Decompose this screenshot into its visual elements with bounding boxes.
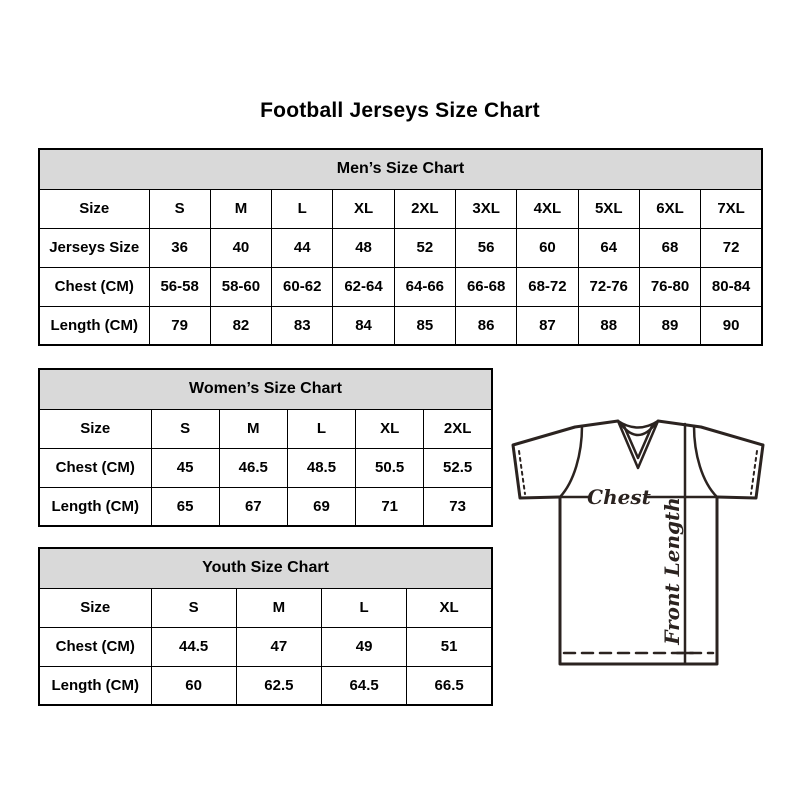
youth-size-table — [38, 547, 493, 706]
size-column-header: S — [151, 588, 236, 627]
mens-size-table — [38, 148, 763, 346]
front-length-label: Front Length — [660, 497, 684, 645]
cell-value: 82 — [210, 306, 271, 345]
size-column-header: L — [322, 588, 407, 627]
size-column-header: XL — [407, 588, 492, 627]
cell-value: 48.5 — [287, 448, 355, 487]
size-header-row — [39, 189, 762, 228]
cell-value: 71 — [356, 487, 424, 526]
cell-value: 52 — [394, 228, 455, 267]
left-armpit-seam — [560, 426, 582, 497]
chest-label: Chest — [587, 485, 651, 509]
table-title-row — [39, 369, 492, 409]
size-header-row — [39, 409, 492, 448]
table-row — [39, 448, 492, 487]
cell-value: 60 — [517, 228, 578, 267]
cell-value: 60-62 — [272, 267, 333, 306]
cell-value: 65 — [151, 487, 219, 526]
cell-value: 85 — [394, 306, 455, 345]
cell-value: 36 — [149, 228, 210, 267]
right-armpit-seam — [694, 426, 717, 497]
size-column-header: M — [210, 189, 271, 228]
size-column-header: 7XL — [701, 189, 762, 228]
table-row — [39, 487, 492, 526]
size-column-header: M — [219, 409, 287, 448]
cell-value: 62.5 — [236, 666, 321, 705]
size-column-header: 3XL — [455, 189, 516, 228]
cell-value: 66-68 — [455, 267, 516, 306]
row-label: Chest (CM) — [39, 627, 151, 666]
cell-value: 62-64 — [333, 267, 394, 306]
size-column-header: 5XL — [578, 189, 639, 228]
size-column-header: L — [272, 189, 333, 228]
size-header-row — [39, 588, 492, 627]
size-column-header: S — [151, 409, 219, 448]
row-label: Chest (CM) — [39, 448, 151, 487]
cell-value: 76-80 — [639, 267, 700, 306]
cell-value: 46.5 — [219, 448, 287, 487]
size-column-header: 2XL — [394, 189, 455, 228]
cell-value: 64.5 — [322, 666, 407, 705]
cell-value: 86 — [455, 306, 516, 345]
cell-value: 68 — [639, 228, 700, 267]
table-row — [39, 267, 762, 306]
row-label: Length (CM) — [39, 666, 151, 705]
cell-value: 49 — [322, 627, 407, 666]
size-column-header: S — [149, 189, 210, 228]
size-column-header: 2XL — [424, 409, 492, 448]
cell-value: 56 — [455, 228, 516, 267]
cell-value: 68-72 — [517, 267, 578, 306]
table-row — [39, 228, 762, 267]
cell-value: 44.5 — [151, 627, 236, 666]
row-label: Size — [39, 588, 151, 627]
cell-value: 64 — [578, 228, 639, 267]
cell-value: 47 — [236, 627, 321, 666]
cell-value: 80-84 — [701, 267, 762, 306]
row-label: Size — [39, 409, 151, 448]
womens-size-table — [38, 368, 493, 527]
row-label: Length (CM) — [39, 487, 151, 526]
size-column-header: 4XL — [517, 189, 578, 228]
size-column-header: XL — [333, 189, 394, 228]
cell-value: 40 — [210, 228, 271, 267]
cell-value: 44 — [272, 228, 333, 267]
size-column-header: XL — [356, 409, 424, 448]
table-row — [39, 666, 492, 705]
jersey-measurement-diagram — [498, 390, 778, 682]
cell-value: 56-58 — [149, 267, 210, 306]
cell-value: 72-76 — [578, 267, 639, 306]
table-title-row — [39, 149, 762, 189]
cell-value: 64-66 — [394, 267, 455, 306]
table-title: Men’s Size Chart — [39, 149, 762, 189]
cell-value: 84 — [333, 306, 394, 345]
cell-value: 51 — [407, 627, 492, 666]
size-column-header: 6XL — [639, 189, 700, 228]
cell-value: 73 — [424, 487, 492, 526]
cell-value: 83 — [272, 306, 333, 345]
cell-value: 48 — [333, 228, 394, 267]
table-row — [39, 627, 492, 666]
page-title: Football Jerseys Size Chart — [260, 99, 540, 122]
row-label: Jerseys Size — [39, 228, 149, 267]
body-outline — [560, 497, 717, 664]
table-row — [39, 306, 762, 345]
table-title-row — [39, 548, 492, 588]
cell-value: 66.5 — [407, 666, 492, 705]
cell-value: 87 — [517, 306, 578, 345]
table-title: Women’s Size Chart — [39, 369, 492, 409]
cell-value: 45 — [151, 448, 219, 487]
size-column-header: L — [287, 409, 355, 448]
cell-value: 52.5 — [424, 448, 492, 487]
row-label: Chest (CM) — [39, 267, 149, 306]
right-sleeve-outline — [658, 421, 763, 498]
cell-value: 72 — [701, 228, 762, 267]
table-title: Youth Size Chart — [39, 548, 492, 588]
cell-value: 89 — [639, 306, 700, 345]
cell-value: 67 — [219, 487, 287, 526]
cell-value: 60 — [151, 666, 236, 705]
cell-value: 58-60 — [210, 267, 271, 306]
cell-value: 50.5 — [356, 448, 424, 487]
row-label: Size — [39, 189, 149, 228]
size-column-header: M — [236, 588, 321, 627]
cell-value: 69 — [287, 487, 355, 526]
cell-value: 88 — [578, 306, 639, 345]
row-label: Length (CM) — [39, 306, 149, 345]
cell-value: 90 — [701, 306, 762, 345]
cell-value: 79 — [149, 306, 210, 345]
